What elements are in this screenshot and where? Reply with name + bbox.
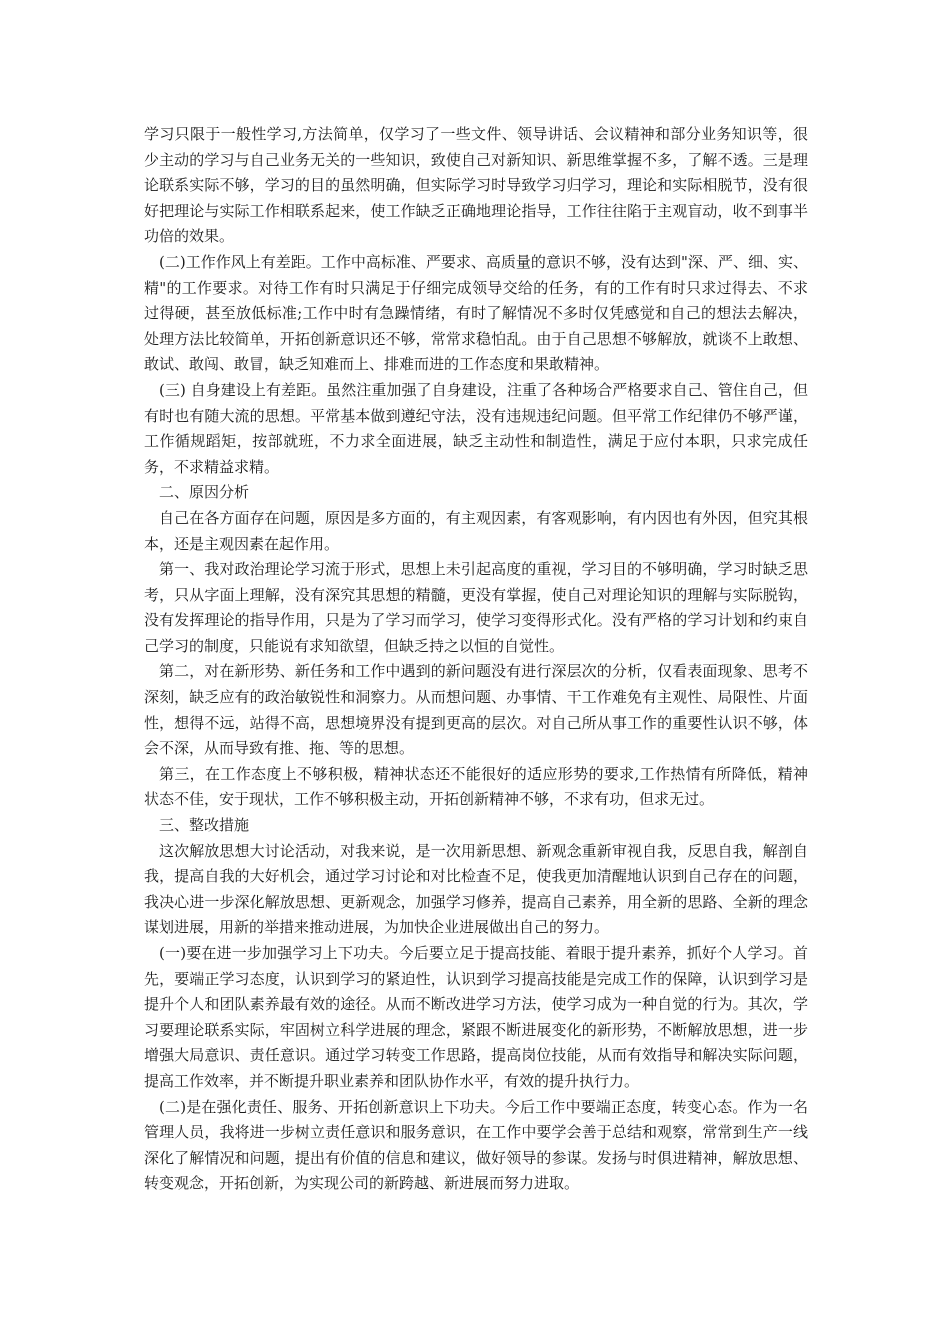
paragraph-measure-responsibility: (二)是在强化责任、服务、开拓创新意识上下功夫。今后工作中要端正态度，转变心态。作为一名管理人员，我将进一步树立责任意识和服务意识，在工作中要学会善于总结和观察，常常到生产一线深化了解情况和问题，提出有价值的信息和建议，做好领导的参谋。发扬与时俱进精神，解放思想、转变观念，开拓创新，为实现公司的新跨越、新进展而努力进取。 — [144, 1097, 808, 1193]
paragraph-cause-third: 第三，在工作态度上不够积极，精神状态还不能很好的适应形势的要求,工作热情有所降低，精神状态不佳，安于现状，工作不够积极主动，开拓创新精神不够，不求有功，但求无过。 — [144, 764, 808, 809]
paragraph-cause-overview: 自己在各方面存在问题，原因是多方面的，有主观因素，有客观影响，有内因也有外因，但究其根本，还是主观因素在起作用。 — [144, 508, 808, 553]
paragraph-cause-first: 第一、我对政治理论学习流于形式，思想上未引起高度的重视，学习目的不够明确，学习时缺乏思考，只从字面上理解，没有深究其思想的精髓，更没有掌握，使自己对理论知识的理解与实际脱钩，没有发挥理论的指导作用，只是为了学习而学习，使学习变得形式化。没有严格的学习计划和约束自己学习的制度，只能说有求知欲望，但缺乏持之以恒的自觉性。 — [144, 560, 808, 655]
section-heading-rectification: 三、整改措施 — [159, 816, 250, 835]
paragraph-cause-second: 第二，对在新形势、新任务和工作中遇到的新问题没有进行深层次的分析，仅看表面现象、思考不深刻，缺乏应有的政治敏锐性和洞察力。从而想问题、办事情、干工作难免有主观性、局限性、片面性，想得不远，站得不高，思想境界没有提到更高的层次。对自己所从事工作的重要性认识不够，体会不深，从而导致有推、拖、等的思想。 — [144, 662, 808, 758]
paragraph-work-style-gap: (二)工作作风上有差距。工作中高标准、严要求、高质量的意识不够，没有达到"深、严、细、实、精"的工作要求。对待工作有时只满足于仔细完成领导交给的任务，有的工作有时只求过得去、不求过得硬，甚至放低标准;工作中时有急躁情绪，有时了解情况不多时仅凭感觉和自己的想法去解决，处理方法比较简单，开拓创新意识还不够，常常求稳怕乱。由于自己思想不够解放，就谈不上敢想、敢试、敢闯、敢冒，缺乏知难而上、排难而进的工作态度和果敢精神。 — [144, 252, 808, 374]
paragraph-measure-study: (一)要在进一步加强学习上下功夫。今后要立足于提高技能、着眼于提升素养，抓好个人学习。首先，要端正学习态度，认识到学习的紧迫性，认识到学习提高技能是完成工作的保障，认识到学习是提升个人和团队素养最有效的途径。从而不断改进学习方法，使学习成为一种自觉的行为。其次，学习要理论联系实际，牢固树立科学进展的理念，紧跟不断进展变化的新形势，不断解放思想，进一步增强大局意识、责任意识。通过学习转变工作思路，提高岗位技能，从而有效指导和解决实际问题，提高工作效率，并不断提升职业素养和团队协作水平，有效的提升执行力。 — [144, 944, 808, 1090]
paragraph-rectification-overview: 这次解放思想大讨论活动，对我来说，是一次用新思想、新观念重新审视自我，反思自我，解剖自我，提高自我的大好机会，通过学习讨论和对比检查不足，使我更加清醒地认识到自己存在的问题，我决心进一步深化解放思想、更新观念，加强学习修养，提高自己素养，用全新的思路、全新的理念谋划进展，用新的举措来推动进展，为加快企业进展做出自己的努力。 — [144, 841, 808, 937]
section-heading-cause-analysis: 二、原因分析 — [159, 483, 250, 502]
paragraph-study-limits: 学习只限于一般性学习,方法简单，仅学习了一些文件、领导讲话、会议精神和部分业务知识等，很少主动的学习与自己业务无关的一些知识，致使自己对新知识、新思维掌握不多，了解不透。三是理论联系实际不够，学习的目的虽然明确，但实际学习时导致学习归学习，理论和实际相脱节，没有很好把理论与实际工作相联系起来，使工作缺乏正确地理论指导，工作往往陷于主观盲动，收不到事半功倍的效果。 — [144, 125, 808, 246]
paragraph-self-construction-gap: (三) 自身建设上有差距。虽然注重加强了自身建设，注重了各种场合严格要求自己、管住自己，但有时也有随大流的思想。平常基本做到遵纪守法，没有违规违纪问题。但平常工作纪律仍不够严谨，工作循规蹈矩，按部就班，不力求全面进展，缺乏主动性和制造性，满足于应付本职，只求完成任务，不求精益求精。 — [144, 380, 808, 476]
document-page — [144, 122, 808, 1197]
